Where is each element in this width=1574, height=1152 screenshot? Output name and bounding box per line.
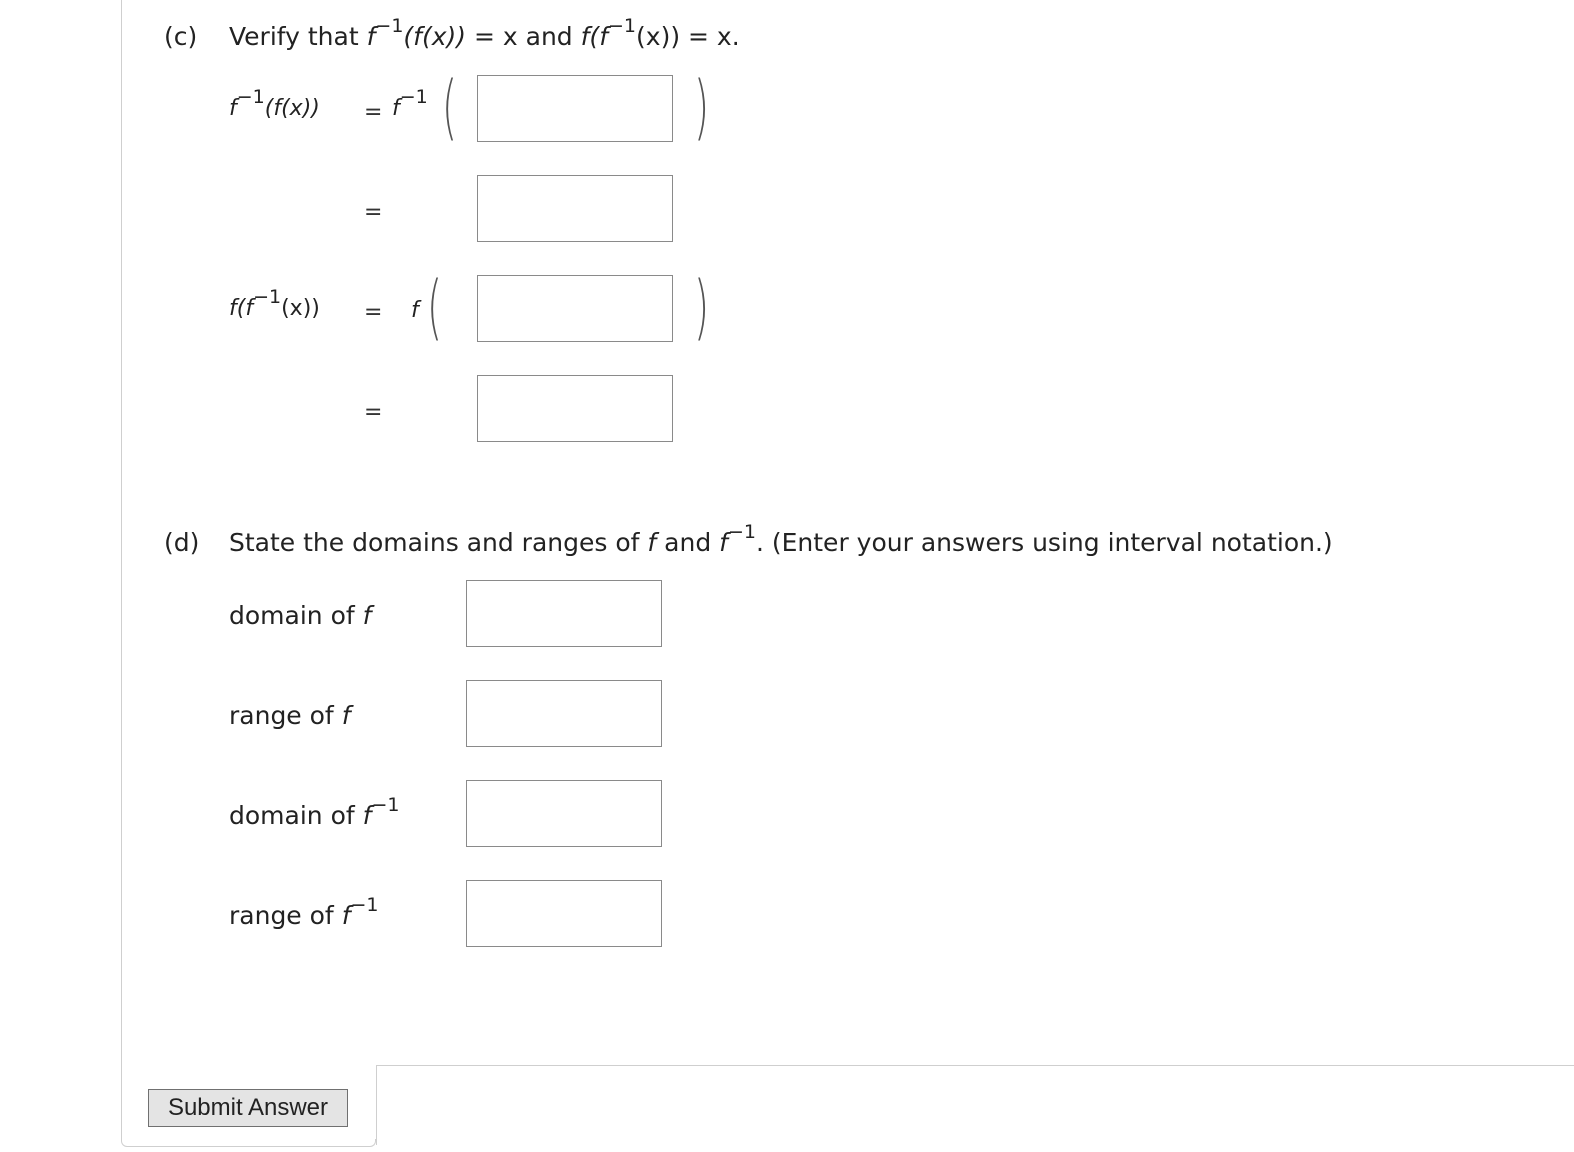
- range-f-input[interactable]: [466, 680, 662, 747]
- content-frame-left-border: [121, 0, 122, 1140]
- part-c-inverse-sup-2: −1: [608, 14, 637, 37]
- domain-finv-label-var: f: [362, 801, 372, 830]
- part-c-f-var-2: f: [599, 22, 608, 51]
- row2-equals: =: [364, 200, 383, 225]
- domain-finv-label-text: domain of: [229, 801, 363, 830]
- part-c-prompt-text: Verify that: [229, 22, 367, 51]
- row1-lhs-f: f: [229, 96, 237, 121]
- part-d-prompt-text: State the domains and ranges of: [229, 528, 648, 557]
- row1-outer-function: [392, 85, 428, 121]
- part-c-inverse-sup: −1: [375, 14, 404, 37]
- domain-finv-label: [229, 793, 400, 831]
- part-c-eq-x-end: = x.: [680, 22, 740, 51]
- row3-outer-f: f: [411, 298, 419, 323]
- domain-f-label-text: domain of: [229, 601, 363, 630]
- part-d-f-var-2: f: [719, 528, 728, 557]
- part-d-f-var: f: [647, 528, 657, 557]
- part-c-f-paren: f(: [580, 22, 600, 51]
- content-frame-bottom: [121, 1139, 376, 1147]
- part-c-fx-arg: (f(x)): [403, 22, 467, 51]
- range-finv-label-sup: −1: [350, 893, 379, 916]
- domain-finv-label-sup: −1: [371, 793, 400, 816]
- domain-f-label-var: f: [362, 601, 372, 630]
- range-finv-input[interactable]: [466, 880, 662, 947]
- row3-lhs-pre: f(f: [229, 296, 254, 321]
- row2-result-input[interactable]: [477, 175, 673, 242]
- row3-inner-input[interactable]: [477, 275, 673, 342]
- range-f-label-text: range of: [229, 701, 342, 730]
- part-c-prompt: [229, 14, 740, 52]
- domain-f-input[interactable]: [466, 580, 662, 647]
- row1-outer-f: f: [392, 96, 400, 121]
- range-finv-label: [229, 893, 379, 931]
- range-finv-label-text: range of: [229, 901, 342, 930]
- part-c-eq-x-and: = x and: [466, 22, 581, 51]
- row1-equals: =: [364, 100, 383, 125]
- submit-answer-button[interactable]: Submit Answer: [148, 1089, 348, 1127]
- part-d-and: and: [656, 528, 720, 557]
- domain-finv-input[interactable]: [466, 780, 662, 847]
- range-finv-label-var: f: [341, 901, 351, 930]
- row3-lhs-sup: −1: [253, 285, 282, 308]
- row1-lhs-sup: −1: [236, 85, 265, 108]
- row4-equals: =: [364, 400, 383, 425]
- part-d-label: (d): [164, 528, 200, 557]
- row1-lhs-rest: (f(x)): [264, 96, 320, 121]
- row1-close-paren: ): [694, 66, 710, 148]
- row1-open-paren: (: [442, 66, 458, 148]
- part-c-x-arg: (x)): [636, 22, 681, 51]
- row3-lhs: [229, 285, 320, 321]
- row1-inner-input[interactable]: [477, 75, 673, 142]
- part-d-prompt: [229, 520, 1333, 558]
- row1-outer-sup: −1: [399, 85, 428, 108]
- row3-lhs-rest: (x)): [281, 296, 320, 321]
- part-c-label: (c): [164, 22, 198, 51]
- domain-f-label: [229, 601, 371, 631]
- row1-lhs: [229, 85, 320, 121]
- range-f-label: [229, 701, 351, 731]
- row3-open-paren: (: [427, 266, 443, 348]
- part-d-prompt-post: . (Enter your answers using interval notation.): [755, 528, 1333, 557]
- range-f-label-var: f: [341, 701, 351, 730]
- part-d-inverse-sup: −1: [727, 520, 756, 543]
- row4-result-input[interactable]: [477, 375, 673, 442]
- row3-close-paren: ): [694, 266, 710, 348]
- row3-equals: =: [364, 300, 383, 325]
- content-frame-divider: [376, 1065, 1574, 1145]
- part-c-f-var: f: [366, 22, 376, 51]
